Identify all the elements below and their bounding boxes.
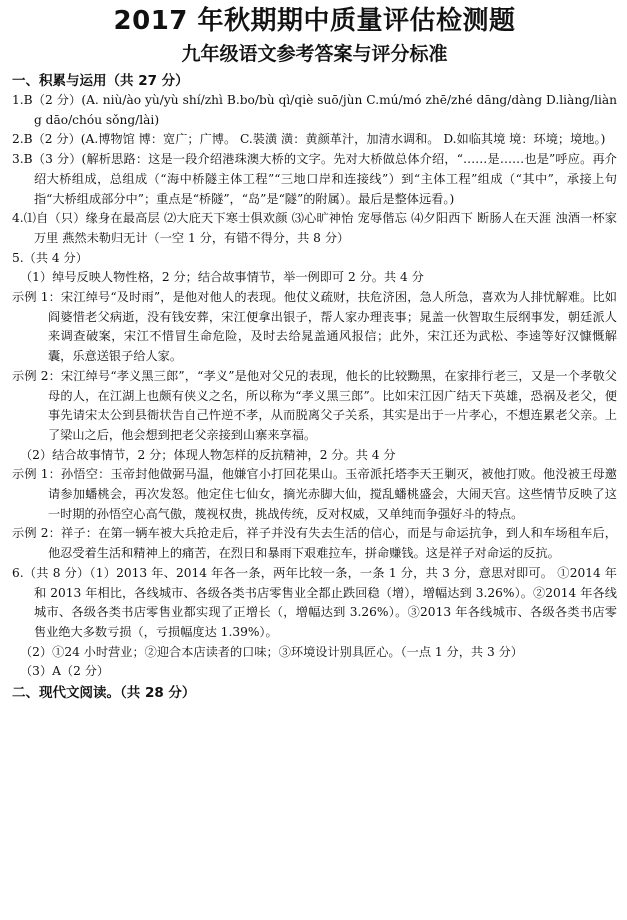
answer-q6-part3: （3）A（2 分） (20, 664, 110, 679)
answer-q5-example1: 示例 1：宋江绰号“及时雨”，是他对他人的表现。他仗义疏财，扶危济困，急人所急，喜欢为人排忧解难。比如阎婆惜老父病逝，没有钱安葬，宋江便拿出银子，帮人家办理丧事；晁盖一伙智取生辰纲事发，朝廷派人来调查破案，宋江不惜冒生命危险，及时去给晁盖通风报信；此外，宋江还为武松、李逵等好汉慷慨解囊，乐意送银子给人家。 (12, 290, 617, 364)
answer-q5-part1: （1）绰号反映人物性格，2 分；结合故事情节，举一例即可 2 分。共 4 分 (20, 270, 424, 285)
page-subtitle: 九年级语文参考答案与评分标准 (181, 43, 448, 65)
page-title: 2017 年秋期期中质量评估检测题 (113, 6, 516, 36)
section-heading-modern-reading: 二、现代文阅读。（共 28 分） (12, 685, 196, 702)
answer-q5: 5.（共 4 分） (12, 250, 88, 265)
answer-q6: 6.（共 8 分）（1）2013 年、2014 年各一条，两年比较一条，一条 1 分，共 3 分，意思对即可。 ①2014 年和 2013 年相比，各线城市、各级各类书店零售业全都止跌回稳（增），增幅达到 3.26%）。②2014 年各线城市、各级各类书店零售业都实现了正增长（，增幅达到 3.26%）。③2013 年各线城市、各级各类书店零售业绝大多数亏损（，亏损幅度达 1.39%）。 (12, 565, 617, 639)
answer-q5-part2: （2）结合故事情节，2 分；体现人物怎样的反抗精神，2 分。共 4 分 (20, 447, 396, 462)
answer-q5-part2-example1: 示例 1：孙悟空：玉帝封他做弼马温，他嫌官小打回花果山。玉帝派托塔李天王剿灭，被他打败。他没被王母邀请参加蟠桃会，再次发怒。他定住七仙女，摘光赤脚大仙，搅乱蟠桃盛会，大闹天宫。这些情节反映了这一时期的孙悟空心高气傲，蔑视权贵，挑战传统，反对权威，又单纯而争强好斗的特点。 (12, 467, 617, 521)
answer-q4: 4.⑴自（只）缘身在最高层 ⑵大庇天下寒士俱欢颜 ⑶心旷神怡 宠辱偕忘 ⑷夕阳西下 断肠人在天涯 浊酒一杯家万里 燕然未勒归无计（一空 1 分，有错不得分，共 8 分） (12, 211, 617, 245)
answer-q3: 3.B（3 分）(解析思路：这是一段介绍港珠澳大桥的文字。先对大桥做总体介绍，“……是……也是”呼应。再介绍大桥组成，总组成（“海中桥隧主体工程”“三地口岸和连接线”）到“主体工程”组成（“其中”，承接上句指“大桥组成部分中”；重点是“桥隧”，“岛”是“隧”的附属）。最后是整体远看。) (12, 152, 617, 206)
answer-q5-example2: 示例 2：宋江绰号“孝义黑三郎”，“孝义”是他对父兄的表现，他长的比较黝黑，在家排行老三，又是一个孝敬父母的人，在江湖上也颇有侠义之名，所以称为“孝义黑三郎”。比如宋江因广结天下英雄，恐祸及老父，便事先请宋太公到县衙状告自己忤逆不孝，从而脱离父子关系，其实是出于一片孝心，不想连累老父亲。上了梁山之后，他会想到把老父亲接到山寨来享福。 (12, 368, 617, 442)
answer-q5-part2-example2: 示例 2：祥子：在第一辆车被大兵抢走后，祥子并没有失去生活的信心，而是与命运抗争，到人和车场租车后，他忍受着生活和精神上的痛苦，在烈日和暴雨下艰难拉车，拼命赚钱。这是祥子对命运的反抗。 (12, 526, 617, 561)
answer-q6-part2: （2）①24 小时营业；②迎合本店读者的口味；③环境设计别具匠心。（一点 1 分，共 3 分） (20, 644, 523, 659)
answer-q2: 2.B（2 分）(A.博物馆 博：宽广；广博。 C.裝潢 潢：黄颜革汁，加清水调和。 D.如临其境 境：环境；境地。) (12, 132, 606, 147)
section-heading-accumulation: 一、积累与运用（共 27 分） (12, 73, 189, 89)
answer-q1: 1.B（2 分）(A. niù/ào yù/yù shí/zhì B.bo/bù qì/qiè suō/jùn C.mú/mó zhē/zhé dāng/dàng D.liàng/liàng dāo/chóu sǒng/lài) (12, 93, 617, 127)
